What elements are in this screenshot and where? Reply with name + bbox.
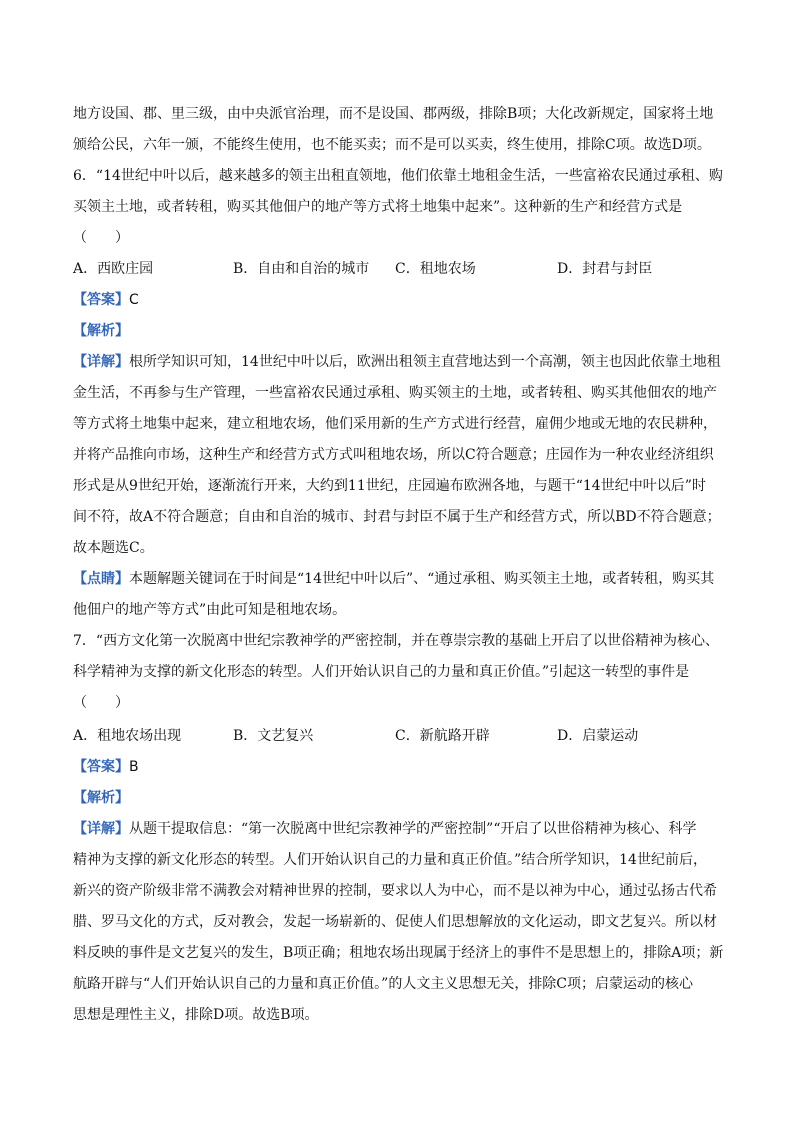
q6-analysis-tag: 【解析】 [73, 323, 129, 339]
q7-stem-line-2: 科学精神为支撑的新文化形态的转型。人们开始认识自己的力量和真正价值。”引起这一转型的事件是 [73, 664, 690, 680]
q7-stem-line-3: （ ） [73, 695, 129, 711]
q7-detail-text-1: 从题干提取信息：“第一次脱离中世纪宗教神学的严密控制”“开启了以世俗精神为核心、科学 [129, 821, 697, 837]
q6-points-tag: 【点睛】 [73, 571, 129, 587]
q6-detail-line-4: 并将产品推向市场，这种生产和经营方式方式叫租地农场，所以C符合题意；庄园作为一种农业经济组织 [73, 447, 714, 463]
q6-option-a: A．西欧庄园 [73, 261, 154, 277]
q7-answer-tag: 【答案】 [73, 759, 129, 775]
q6-points-line-1 [73, 569, 733, 589]
q7-answer-line [73, 757, 733, 777]
q7-stem-line-1: 7．“西方文化第一次脱离中世纪宗教神学的严密控制，并在尊崇宗教的基础上开启了以世俗精神为核心、 [73, 633, 720, 649]
q7-analysis-tag: 【解析】 [73, 790, 129, 806]
q6-analysis-line [73, 321, 733, 341]
q6-detail-line-7: 故本题选C。 [73, 540, 154, 556]
q6-detail-line-6: 间不符，故A不符合题意；自由和自治的城市、封君与封臣不属于生产和经营方式，所以BD不符合题意； [73, 509, 721, 525]
q6-detail-line-5: 形式是从9世纪开始，逐渐流行开来，大约到11世纪，庄园遍布欧洲各地，与题干“14世纪中叶以后”时 [73, 478, 706, 494]
q7-option-d: D．启蒙运动 [557, 728, 639, 744]
q6-detail-text-1: 根所学知识可知，14世纪中叶以后，欧洲出租领主直营地达到一个高潮，领主也因此依靠土地租 [129, 354, 721, 370]
q6-option-d: D．封君与封臣 [557, 261, 653, 277]
q6-detail-tag: 【详解】 [73, 354, 129, 370]
q6-stem-line-2: 买领主土地，或者转租，购买其他佃户的地产等方式将土地集中起来”。这种新的生产和经营方式是 [73, 199, 683, 215]
q6-stem-line-1: 6．“14世纪中叶以后，越来越多的领主出租直领地，他们依靠土地租金生活，一些富裕农民通过承租、购 [73, 168, 723, 184]
q7-answer-value: B [129, 759, 139, 775]
q5-tail-line-1: 地方设国、郡、里三级，由中央派官治理，而不是设国、郡两级，排除B项；大化改新规定，国家将土地 [73, 106, 714, 122]
q7-detail-line-4: 腊、罗马文化的方式，反对教会，发起一场崭新的、促使人们思想解放的文化运动，即文艺复兴。所以材 [73, 914, 717, 930]
q6-detail-line-1 [73, 352, 733, 372]
q6-points-line-2: 他佃户的地产等方式”由此可知是租地农场。 [73, 602, 347, 618]
q7-detail-line-3: 新兴的资产阶级非常不满教会对精神世界的控制，要求以人为中心，而不是以神为中心，通过弘扬古代希 [73, 883, 717, 899]
q6-detail-line-2: 金生活，不再参与生产管理，一些富裕农民通过承租、购买领主的土地，或者转租、购买其他佃农的地产 [73, 385, 717, 401]
q7-detail-tag: 【详解】 [73, 821, 129, 837]
q7-detail-line-1 [73, 819, 733, 839]
q7-detail-line-2: 精神为支撑的新文化形态的转型。人们开始认识自己的力量和真正价值。”结合所学知识，14世纪前后， [73, 852, 707, 868]
q7-detail-line-5: 料反映的事件是文艺复兴的发生，B项正确；租地农场出现属于经济上的事件不是思想上的，排除A项；新 [73, 945, 724, 961]
q7-detail-line-7: 思想是理性主义，排除D项。故选B项。 [73, 1007, 319, 1023]
q7-detail-line-6: 航路开辟与“人们开始认识自己的力量和真正价值。”的人文主义思想无关，排除C项；启蒙运动的核心 [73, 976, 694, 992]
q7-option-c: C．新航路开辟 [395, 728, 490, 744]
q6-answer-value: C [129, 292, 139, 308]
q7-option-b: B．文艺复兴 [233, 728, 314, 744]
q5-tail-line-2: 颁给公民，六年一颁，不能终生使用，也不能买卖；而不是可以买卖，终生使用，排除C项。故选D项。 [73, 137, 711, 153]
q6-answer-line [73, 290, 733, 310]
q7-analysis-line [73, 788, 733, 808]
q6-detail-line-3: 等方式将土地集中起来，建立租地农场，他们采用新的生产方式进行经营，雇佣少地或无地的农民耕种， [73, 416, 717, 432]
q6-answer-tag: 【答案】 [73, 292, 129, 308]
q6-stem-line-3: （ ） [73, 230, 129, 246]
q6-option-b: B．自由和自治的城市 [233, 261, 370, 277]
q7-option-a: A．租地农场出现 [73, 728, 182, 744]
q6-option-c: C．租地农场 [395, 261, 476, 277]
q6-points-text-1: 本题解题关键词在于时间是“14世纪中叶以后”、“通过承租、购买领主土地，或者转租，购买其 [129, 571, 715, 587]
